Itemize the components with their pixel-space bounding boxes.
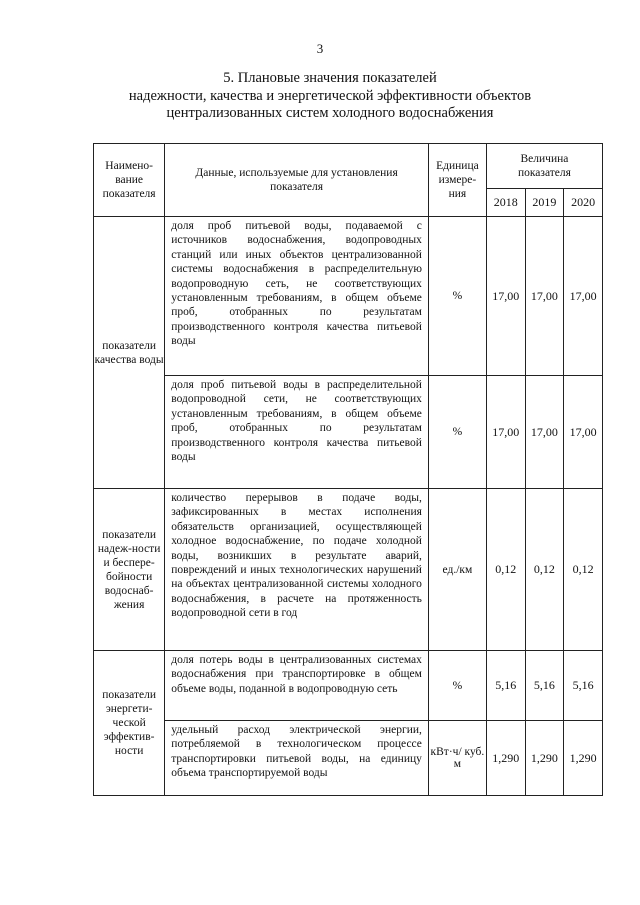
value-2020: 1,290 xyxy=(564,721,603,796)
value-2018: 0,12 xyxy=(486,489,525,651)
indicator-data: количество перерывов в подаче воды, зафиксированных в местах исполнения обязательств организацией, осуществляющей холодное водоснабжение, по подаче холодной воды, возникших в результате аварий, повреждений и иных технологических нарушений на объектах централизованной системы холодного водоснабжения, в расчете на протяженность водопроводной сети в год xyxy=(165,489,429,651)
value-2019: 0,12 xyxy=(525,489,564,651)
value-2019: 5,16 xyxy=(525,651,564,721)
value-2020: 17,00 xyxy=(564,217,603,376)
table-row xyxy=(94,376,603,489)
header-year-2019: 2019 xyxy=(525,189,564,217)
value-2019: 1,290 xyxy=(525,721,564,796)
table-row xyxy=(94,489,603,651)
table-row xyxy=(94,651,603,721)
indicator-name: показатели качества воды xyxy=(94,217,165,489)
value-2018: 17,00 xyxy=(486,376,525,489)
header-unit: Единица измере-ния xyxy=(428,144,486,217)
value-2018: 17,00 xyxy=(486,217,525,376)
value-2018: 1,290 xyxy=(486,721,525,796)
indicator-unit: ед./км xyxy=(428,489,486,651)
value-2019: 17,00 xyxy=(525,376,564,489)
value-2020: 5,16 xyxy=(564,651,603,721)
value-2020: 17,00 xyxy=(564,376,603,489)
section-heading xyxy=(60,70,600,123)
table-row xyxy=(94,721,603,796)
indicator-data: доля проб питьевой воды в распределительной водопроводной сети, не соответствующих установленным требованиям, в общем объеме проб, отобранных по результатам производственного контроля качества питьевой воды xyxy=(165,376,429,489)
indicator-name: показатели энергети-ческой эффектив-ности xyxy=(94,651,165,796)
indicator-unit: % xyxy=(428,376,486,489)
heading-line-2: надежности, качества и энергетической эффективности объектов xyxy=(128,87,532,104)
header-data: Данные, используемые для установления показателя xyxy=(165,144,429,217)
indicator-unit: % xyxy=(428,651,486,721)
header-year-2020: 2020 xyxy=(564,189,603,217)
indicator-data: доля потерь воды в централизованных системах водоснабжения при транспортировке в общем объеме воды, поданной в водопроводную сеть xyxy=(165,651,429,721)
header-value: Величина показателя xyxy=(486,144,602,189)
indicators-table xyxy=(93,143,603,796)
heading-line-1: 5. Плановые значения показателей xyxy=(223,70,437,86)
header-year-2018: 2018 xyxy=(486,189,525,217)
indicator-data: удельный расход электрической энергии, потребляемой в технологическом процессе транспортировки питьевой воды, на единицу объема транспортируемой воды xyxy=(165,721,429,796)
header-row xyxy=(94,144,603,189)
indicator-unit: % xyxy=(428,217,486,376)
heading-line-3: централизованных систем холодного водоснабжения xyxy=(166,105,494,121)
table-row xyxy=(94,217,603,376)
value-2019: 17,00 xyxy=(525,217,564,376)
indicator-unit: кВт·ч/ куб. м xyxy=(428,721,486,796)
page-number: 3 xyxy=(316,41,324,56)
value-2020: 0,12 xyxy=(564,489,603,651)
indicator-name: показатели надеж-ности и беспере-бойности водоснаб-жения xyxy=(94,489,165,651)
value-2018: 5,16 xyxy=(486,651,525,721)
header-name: Наимено-вание показателя xyxy=(94,144,165,217)
indicator-data: доля проб питьевой воды, подаваемой с источников водоснабжения, водопроводных станций или иных объектов централизованной системы водоснабжения в распределительную водопроводную сеть, не соответствующих установленным требованиям, в общем объеме проб, отобранных по результатам производственного контроля качества питьевой воды xyxy=(165,217,429,376)
